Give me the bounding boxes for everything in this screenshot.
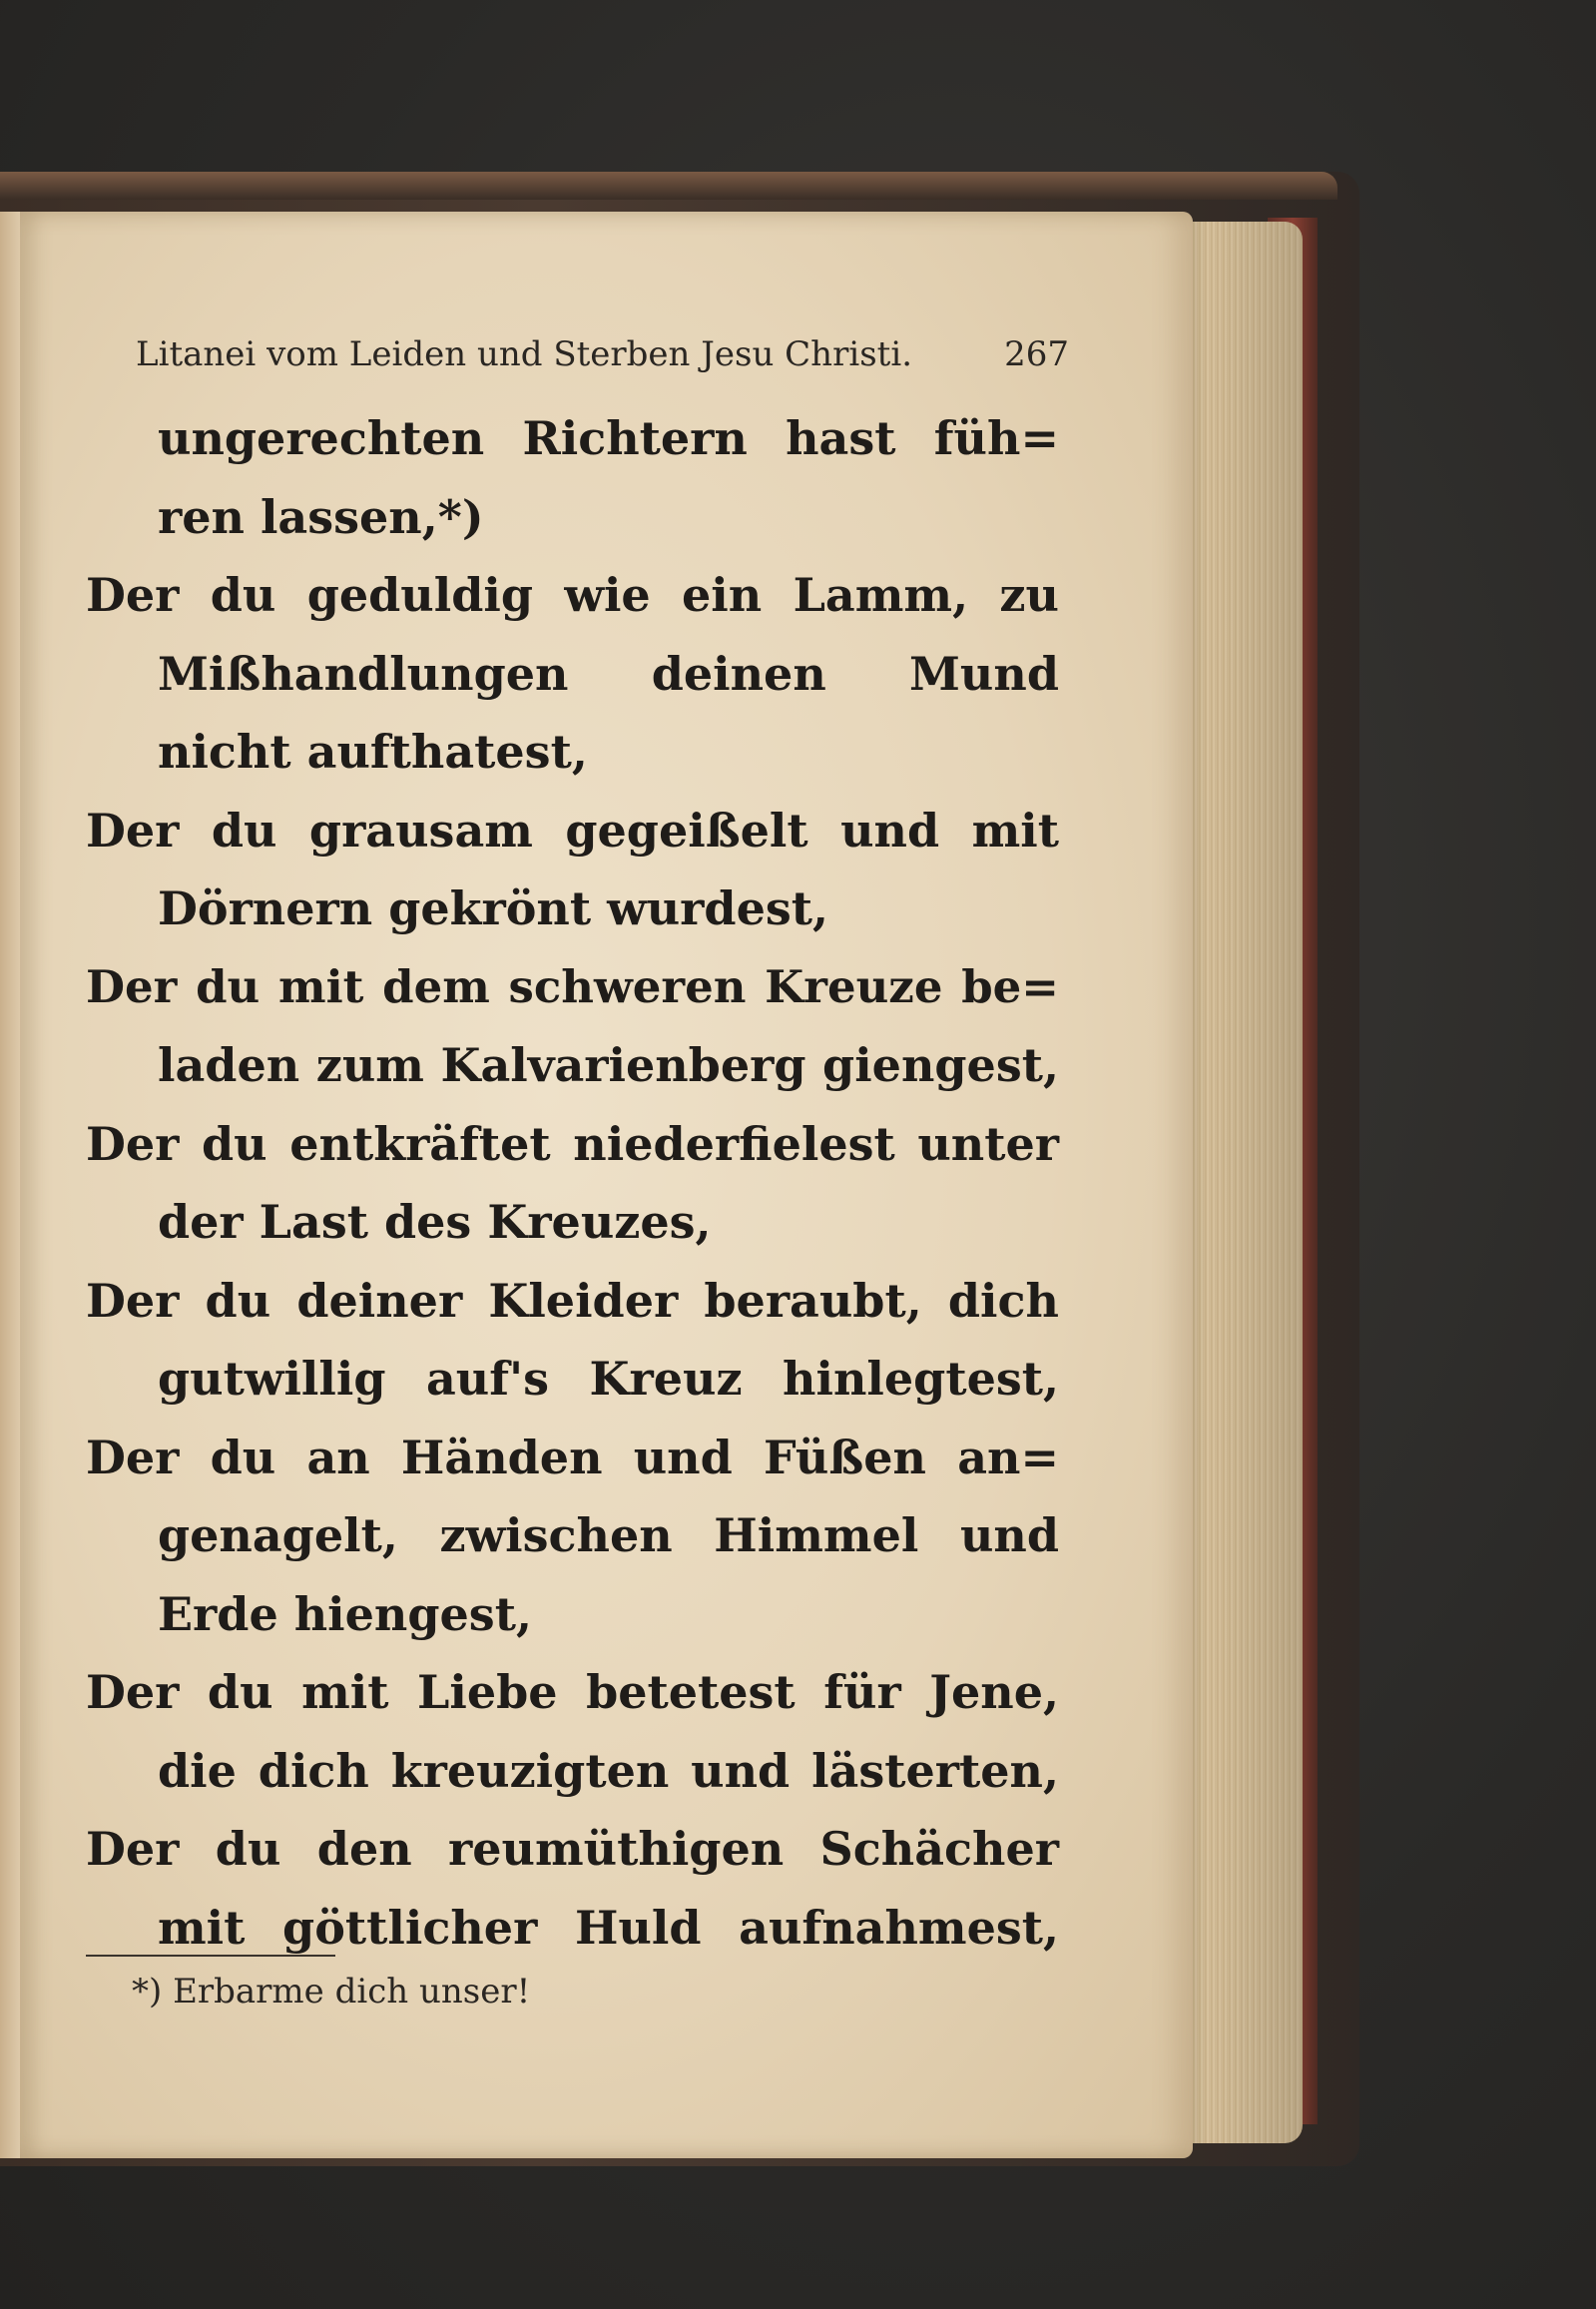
litany-text — [86, 399, 1059, 1967]
running-head: Litanei vom Leiden und Sterben Jesu Christi. — [136, 334, 912, 374]
text-line: laden zum Kalvarienberg giengest, — [158, 1038, 1059, 1092]
text-line: Mißhandlungen deinen Mund — [158, 646, 1059, 701]
text-line: genagelt, zwischen Himmel und — [158, 1508, 1059, 1562]
text-line: Der du an Händen und Füßen an= — [86, 1430, 1059, 1484]
text-line: Erde hiengest, — [158, 1586, 532, 1641]
text-line: Der du mit Liebe betetest für Jene, — [86, 1665, 1059, 1719]
footnote-rule — [86, 1955, 335, 1957]
text-line: mit göttlicher Huld aufnahmest, — [158, 1900, 1059, 1955]
text-line: die dich kreuzigten und lästerten, — [158, 1743, 1059, 1798]
book-cover-top-edge — [0, 172, 1337, 200]
text-line: ren lassen,*) — [158, 489, 484, 544]
text-line: Der du grausam gegeißelt und mit — [86, 803, 1059, 858]
text-line: nicht aufthatest, — [158, 725, 588, 779]
page-number: 267 — [1004, 334, 1069, 374]
text-line: Der du entkräftet niederfielest unter — [86, 1116, 1059, 1171]
text-line: Dörnern gekrönt wurdest, — [158, 881, 829, 935]
text-line: Der du geduldig wie ein Lamm, zu — [86, 568, 1059, 622]
footnote: *) Erbarme dich unser! — [132, 1972, 531, 2012]
text-line: gutwillig auf's Kreuz hinlegtest, — [158, 1352, 1059, 1406]
text-line: Der du mit dem schweren Kreuze be= — [86, 959, 1059, 1013]
page-header — [136, 334, 1069, 384]
text-line: Der du den reumüthigen Schächer — [86, 1822, 1059, 1876]
text-line: ungerechten Richtern hast füh= — [158, 411, 1059, 465]
text-line: der Last des Kreuzes, — [158, 1195, 712, 1249]
text-line: Der du deiner Kleider beraubt, dich — [86, 1273, 1059, 1328]
